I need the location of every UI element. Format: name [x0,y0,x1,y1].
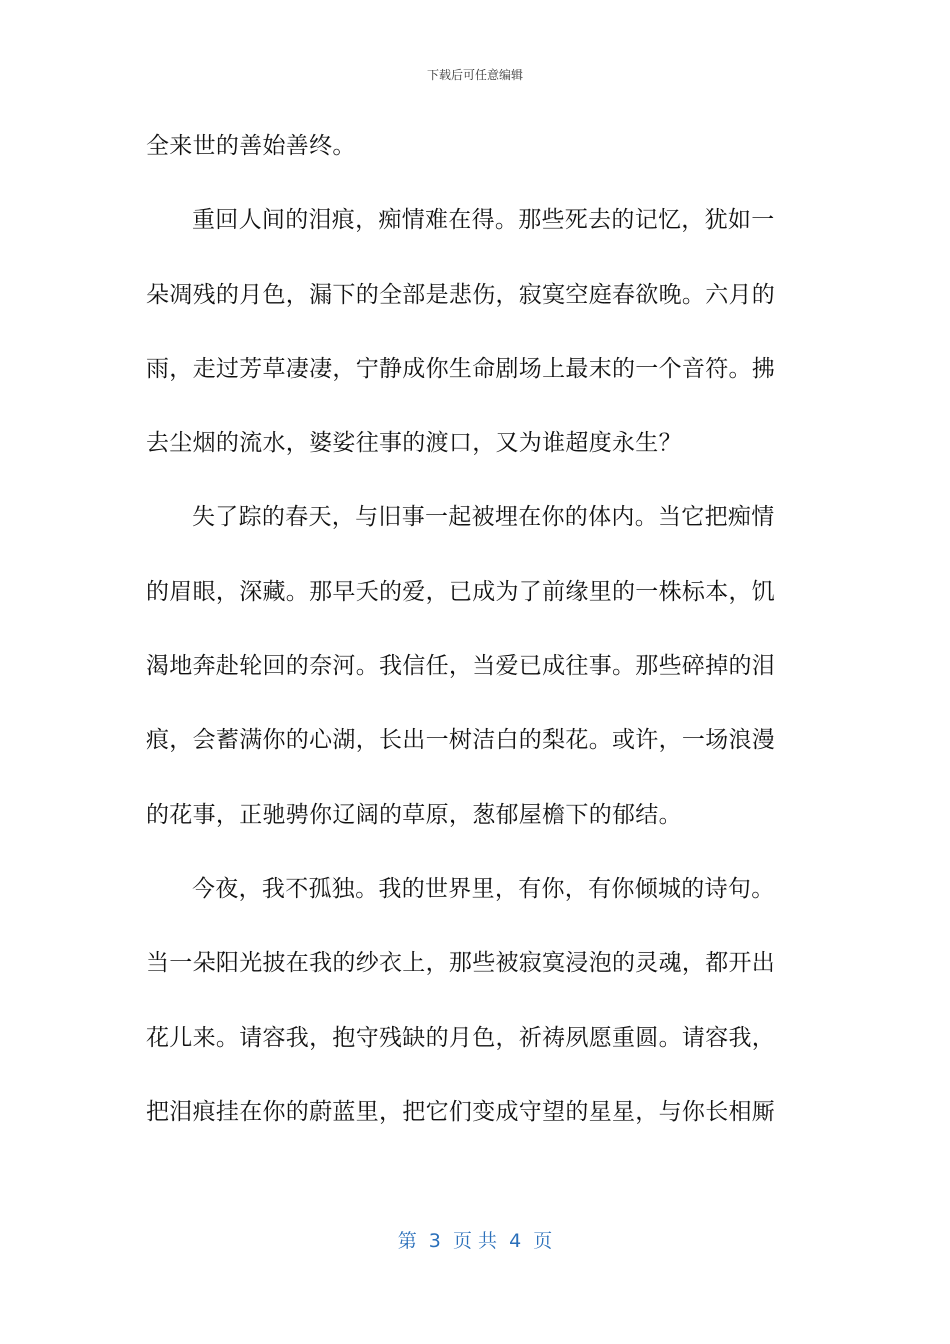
text-line: 花儿来。请容我，抱守残缺的月色，祈祷夙愿重圆。请容我， [146,1024,776,1051]
text-line: 痕，会蓄满你的心湖，长出一树洁白的梨花。或许，一场浪漫 [146,727,776,754]
text-line: 全来世的善始善终。 [146,133,356,159]
text-line: 去尘烟的流水，婆娑往事的渡口，又为谁超度永生？ [146,430,682,457]
paragraph-start-line: 失了踪的春天，与旧事一起被埋在你的体内。当它把痴情 [192,504,775,531]
page-header: 下载后可任意编辑 [426,68,523,82]
text-line: 雨，走过芳草凄凄，宁静成你生命剧场上最末的一个音符。拂 [146,355,776,382]
text-line: 的眉眼，深藏。那早夭的爱，已成为了前缘里的一株标本，饥 [146,578,776,605]
text-line: 的花事，正驰骋你辽阔的草原，葱郁屋檐下的郁结。 [146,801,682,828]
text-line: 渴地奔赴轮回的奈河。我信任，当爱已成往事。那些碎掉的泪 [146,653,776,680]
text-line: 朵凋残的月色，漏下的全部是悲伤，寂寞空庭春欲晚。六月的 [146,281,776,308]
text-line: 把泪痕挂在你的蔚蓝里，把它们变成守望的星星，与你长相厮 [146,1098,776,1125]
paragraph-start-line: 重回人间的泪痕，痴情难在得。那些死去的记忆，犹如一 [192,207,775,234]
text-line: 当一朵阳光披在我的纱衣上，那些被寂寞浸泡的灵魂，都开出 [146,950,776,977]
document-body [146,124,806,1164]
page-number-footer: 第 3 页 共 4 页 [397,1230,553,1252]
paragraph-start-line: 今夜，我不孤独。我的世界里，有你，有你倾城的诗句。 [192,875,775,902]
